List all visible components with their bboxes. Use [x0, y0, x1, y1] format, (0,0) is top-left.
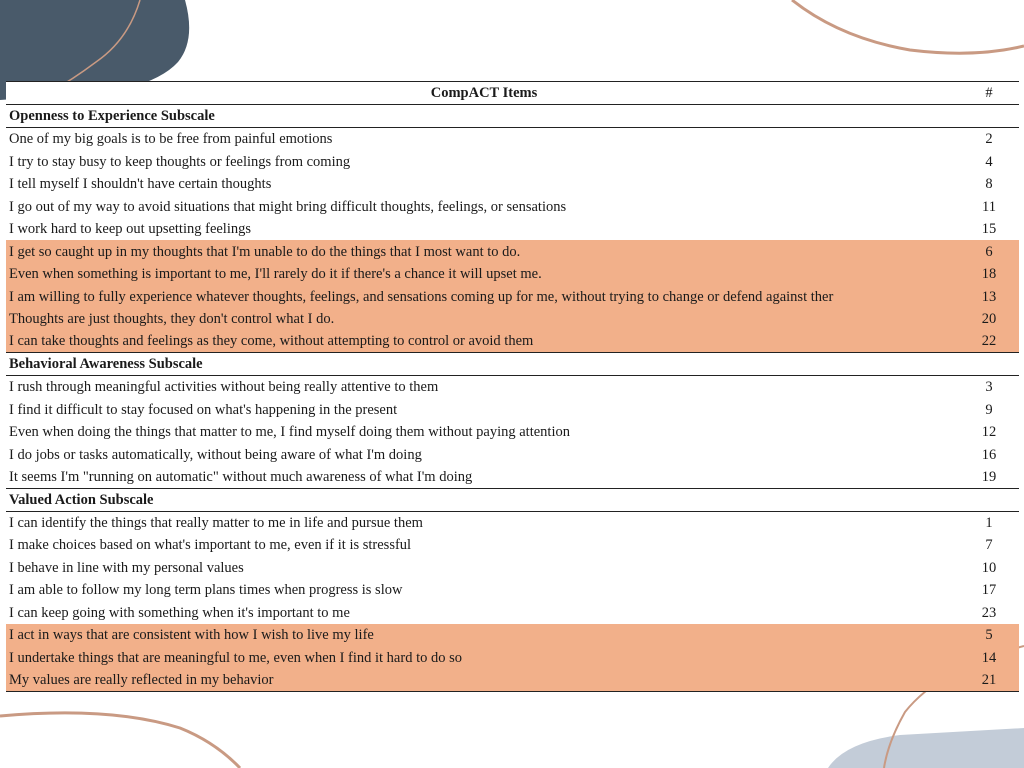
- item-number: 21: [959, 669, 1019, 692]
- table-row: [6, 128, 1019, 151]
- section-title: Behavioral Awareness Subscale: [6, 353, 1019, 376]
- item-text: I do jobs or tasks automatically, without being aware of what I'm doing: [9, 446, 422, 463]
- item-number: 3: [985, 379, 993, 395]
- item-number: 18: [959, 263, 1019, 286]
- item-number: 16: [981, 446, 997, 463]
- item-text: It seems I'm "running on automatic" without much awareness of what I'm doing: [9, 468, 473, 485]
- item-number: 15: [981, 221, 997, 237]
- item-number: 1: [985, 514, 993, 531]
- table-row: [6, 579, 1019, 602]
- table-row: [6, 534, 1019, 557]
- item-text: I am able to follow my long term plans times when progress is slow: [9, 582, 403, 598]
- item-text: My values are really reflected in my behavior: [6, 669, 959, 692]
- section-title: Openness to Experience Subscale: [6, 105, 1019, 128]
- table-row: [6, 511, 1019, 534]
- item-number: 10: [981, 559, 997, 576]
- item-number: 9: [985, 401, 993, 418]
- item-text: I try to stay busy to keep thoughts or feelings from coming: [9, 153, 351, 170]
- section-header-row: [6, 353, 1019, 376]
- item-text: I act in ways that are consistent with how I wish to live my life: [6, 624, 959, 647]
- table-row: [6, 443, 1019, 466]
- item-text: I undertake things that are meaningful to me, even when I find it hard to do so: [6, 646, 959, 669]
- item-number: 6: [959, 240, 1019, 263]
- table-row: [6, 218, 1019, 241]
- top-right-accent-curve: [792, 0, 1024, 53]
- bottom-left-accent-curve: [0, 713, 240, 768]
- table-row: [6, 624, 1019, 647]
- table-row: [6, 285, 1019, 308]
- item-number: 8: [985, 176, 993, 192]
- table-row: [6, 669, 1019, 692]
- table-row: [6, 466, 1019, 489]
- item-text: I behave in line with my personal values: [9, 559, 244, 576]
- table-row: [6, 150, 1019, 173]
- item-text: I work hard to keep out upsetting feelings: [9, 221, 252, 237]
- compact-items-table: [6, 81, 1019, 692]
- compact-items-table-container: [6, 81, 1019, 692]
- item-text: I find it difficult to stay focused on what's happening in the present: [9, 401, 398, 418]
- item-text: Thoughts are just thoughts, they don't control what I do.: [6, 308, 959, 331]
- bottom-right-light-blob: [828, 728, 1024, 768]
- table-row: [6, 173, 1019, 196]
- item-number: 2: [985, 131, 993, 147]
- item-text: Even when something is important to me, I'll rarely do it if there's a chance it will upset me.: [6, 263, 959, 286]
- table-row: [6, 308, 1019, 331]
- item-number: 19: [981, 468, 997, 485]
- item-number: 12: [981, 424, 997, 440]
- item-number: 23: [981, 604, 997, 621]
- item-text: One of my big goals is to be free from painful emotions: [9, 131, 333, 147]
- table-row: [6, 263, 1019, 286]
- item-text: I am willing to fully experience whatever thoughts, feelings, and sensations coming up for me, without trying to change or defend against ther: [6, 285, 959, 308]
- table-title: CompACT Items: [6, 82, 959, 105]
- table-header-row: [6, 82, 1019, 105]
- item-text: I rush through meaningful activities without being really attentive to them: [9, 379, 439, 395]
- item-text: Even when doing the things that matter to me, I find myself doing them without paying attention: [9, 424, 570, 440]
- table-row: [6, 646, 1019, 669]
- item-text: I can take thoughts and feelings as they come, without attempting to control or avoid them: [6, 330, 959, 353]
- section-title: Valued Action Subscale: [6, 488, 1019, 511]
- item-text: I can identify the things that really matter to me in life and pursue them: [9, 514, 423, 531]
- item-number: 5: [959, 624, 1019, 647]
- item-text: I can keep going with something when it's important to me: [9, 604, 350, 621]
- item-number: 13: [959, 285, 1019, 308]
- table-row: [6, 601, 1019, 624]
- table-row: [6, 195, 1019, 218]
- item-number: 14: [959, 646, 1019, 669]
- item-text: I go out of my way to avoid situations that might bring difficult thoughts, feelings, or sensations: [9, 198, 567, 215]
- section-header-row: [6, 488, 1019, 511]
- table-row: [6, 240, 1019, 263]
- item-number: 22: [959, 330, 1019, 353]
- item-text: I make choices based on what's important to me, even if it is stressful: [9, 537, 412, 553]
- item-text: I tell myself I shouldn't have certain thoughts: [9, 176, 272, 192]
- section-header-row: [6, 105, 1019, 128]
- item-number: 20: [959, 308, 1019, 331]
- item-number: 17: [981, 582, 997, 598]
- number-column-header: #: [959, 82, 1019, 105]
- table-row: [6, 556, 1019, 579]
- table-row: [6, 421, 1019, 444]
- item-number: 7: [985, 537, 993, 553]
- table-row: [6, 376, 1019, 399]
- item-text: I get so caught up in my thoughts that I'm unable to do the things that I most want to do.: [6, 240, 959, 263]
- table-body: [6, 105, 1019, 692]
- item-number: 11: [982, 198, 996, 215]
- table-row: [6, 330, 1019, 353]
- item-number: 4: [985, 153, 993, 170]
- table-row: [6, 398, 1019, 421]
